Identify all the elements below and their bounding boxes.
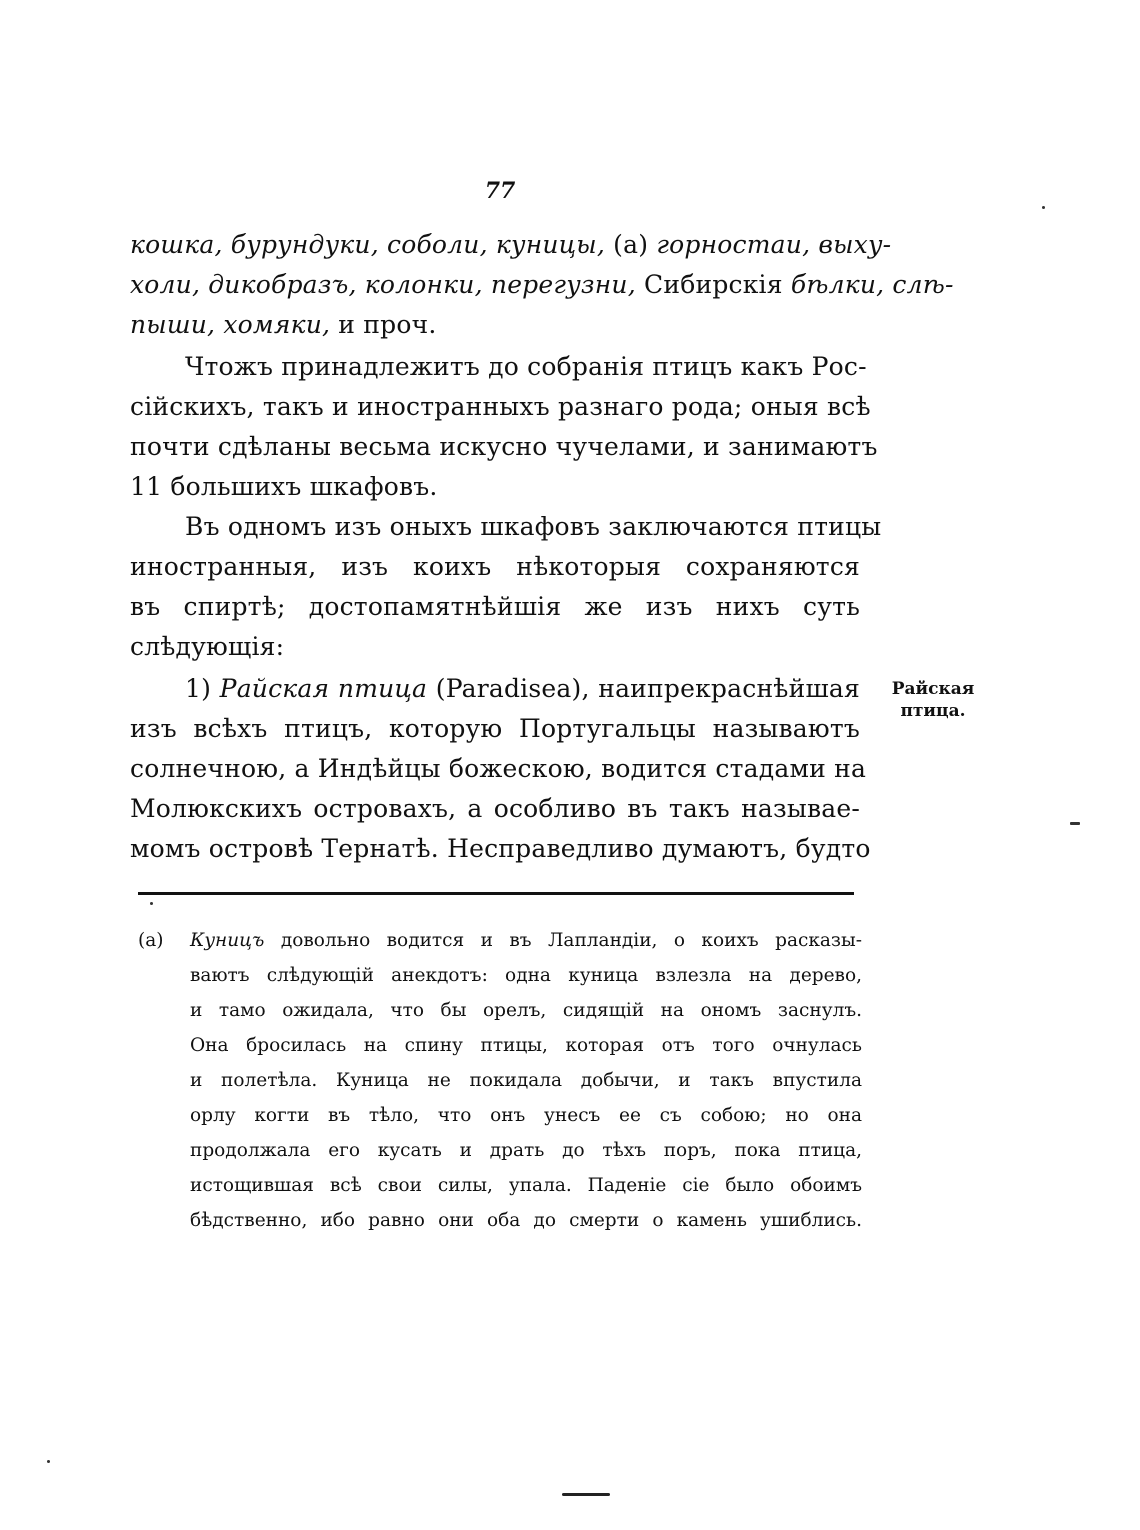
body-line-5: сійскихъ, такъ и иностранныхъ разнаго рода; оныя всѣ bbox=[130, 392, 871, 421]
body-line-8: Въ одномъ изъ оныхъ шкафовъ заключаются птицы bbox=[185, 512, 882, 541]
scan-mark-bottom bbox=[562, 1493, 610, 1496]
body-line-12-number: 1) bbox=[185, 674, 220, 703]
footnote-line-1 bbox=[138, 928, 862, 954]
footnote-line-2: ваютъ слѣдующій анекдотъ: одна куница взлезла на дерево, bbox=[190, 965, 862, 986]
body-line-12 bbox=[130, 674, 860, 704]
body-line-10: въ спиртѣ; достопамятнѣйшія же изъ нихъ суть bbox=[130, 592, 860, 621]
body-line-11: слѣдующія: bbox=[130, 632, 285, 661]
body-line-1-italic-a: кошка, бурундуки, соболи, куницы, bbox=[130, 230, 606, 259]
body-line-2-italic-b: бѣлки, слѣ- bbox=[790, 270, 954, 299]
margin-note bbox=[878, 678, 988, 722]
body-line-7: 11 большихъ шкафовъ. bbox=[130, 472, 438, 501]
body-line-2-italic-a: холи, дикобразъ, колонки, перегузни, bbox=[130, 270, 636, 299]
body-line-1 bbox=[130, 230, 892, 260]
body-line-4: Чтожъ принадлежитъ до собранія птицъ какъ Рос- bbox=[185, 352, 867, 381]
footnote-first-rest: довольно водится и въ Лапландіи, о коихъ расказы- bbox=[264, 930, 862, 951]
footnote-mark: (а) bbox=[138, 930, 164, 951]
body-line-2-plain: Сибирскія bbox=[635, 270, 791, 299]
footnote-line-9: бѣдственно, ибо равно они оба до смерти о камень ушиблись. bbox=[190, 1210, 862, 1231]
page-number: 77 bbox=[484, 178, 516, 204]
body-line-3 bbox=[130, 310, 860, 340]
body-line-13: изъ всѣхъ птицъ, которую Португальцы называютъ bbox=[130, 714, 860, 743]
margin-note-line-1: Райская bbox=[891, 679, 975, 699]
scan-speck bbox=[47, 1460, 50, 1463]
body-line-9: иностранныя, изъ коихъ нѣкоторыя сохраняются bbox=[130, 552, 860, 581]
footnote-rule bbox=[138, 892, 854, 895]
footnote-line-4: Она бросилась на спину птицы, которая отъ того очнулась bbox=[190, 1035, 862, 1056]
body-line-6: почти сдѣланы весьма искусно чучелами, и занимаютъ bbox=[130, 432, 878, 461]
body-line-15: Молюкскихъ островахъ, а особливо въ такъ называе- bbox=[130, 794, 860, 823]
body-line-1-plain: (а) bbox=[605, 230, 657, 259]
body-line-12-plain: (Paradisea), наипрекраснѣйшая bbox=[427, 674, 860, 703]
footnote-line-7: продолжала его кусать и драть до тѣхъ поръ, пока птица, bbox=[190, 1140, 862, 1161]
body-line-2 bbox=[130, 270, 954, 300]
scan-speck bbox=[150, 902, 153, 905]
margin-note-line-2: птица. bbox=[900, 701, 966, 721]
body-line-1-italic-b: горностаи, выху- bbox=[656, 230, 892, 259]
body-line-12-italic: Райская птица bbox=[219, 674, 428, 703]
scan-speck bbox=[1042, 206, 1045, 209]
footnote-line-6: орлу когти въ тѣло, что онъ унесъ ее съ собою; но она bbox=[190, 1105, 862, 1126]
footnote-line-5: и полетѣла. Куница не покидала добычи, и такъ впустила bbox=[190, 1070, 862, 1091]
scan-speck bbox=[1070, 822, 1080, 825]
body-line-16: момъ островѣ Тернатѣ. Несправедливо думаютъ, будто bbox=[130, 834, 871, 863]
body-line-14: солнечною, а Индѣйцы божескою, водится стадами на bbox=[130, 754, 867, 783]
body-line-3-plain: и проч. bbox=[330, 310, 437, 339]
body-line-3-italic: пыши, хомяки, bbox=[130, 310, 331, 339]
footnote-line-8: истощившая всѣ свои силы, упала. Паденіе сіе было обоимъ bbox=[190, 1175, 862, 1196]
footnote-line-3: и тамо ожидала, что бы орелъ, сидящій на ономъ заснулъ. bbox=[190, 1000, 862, 1021]
footnote-first-italic: Куницъ bbox=[190, 930, 265, 951]
